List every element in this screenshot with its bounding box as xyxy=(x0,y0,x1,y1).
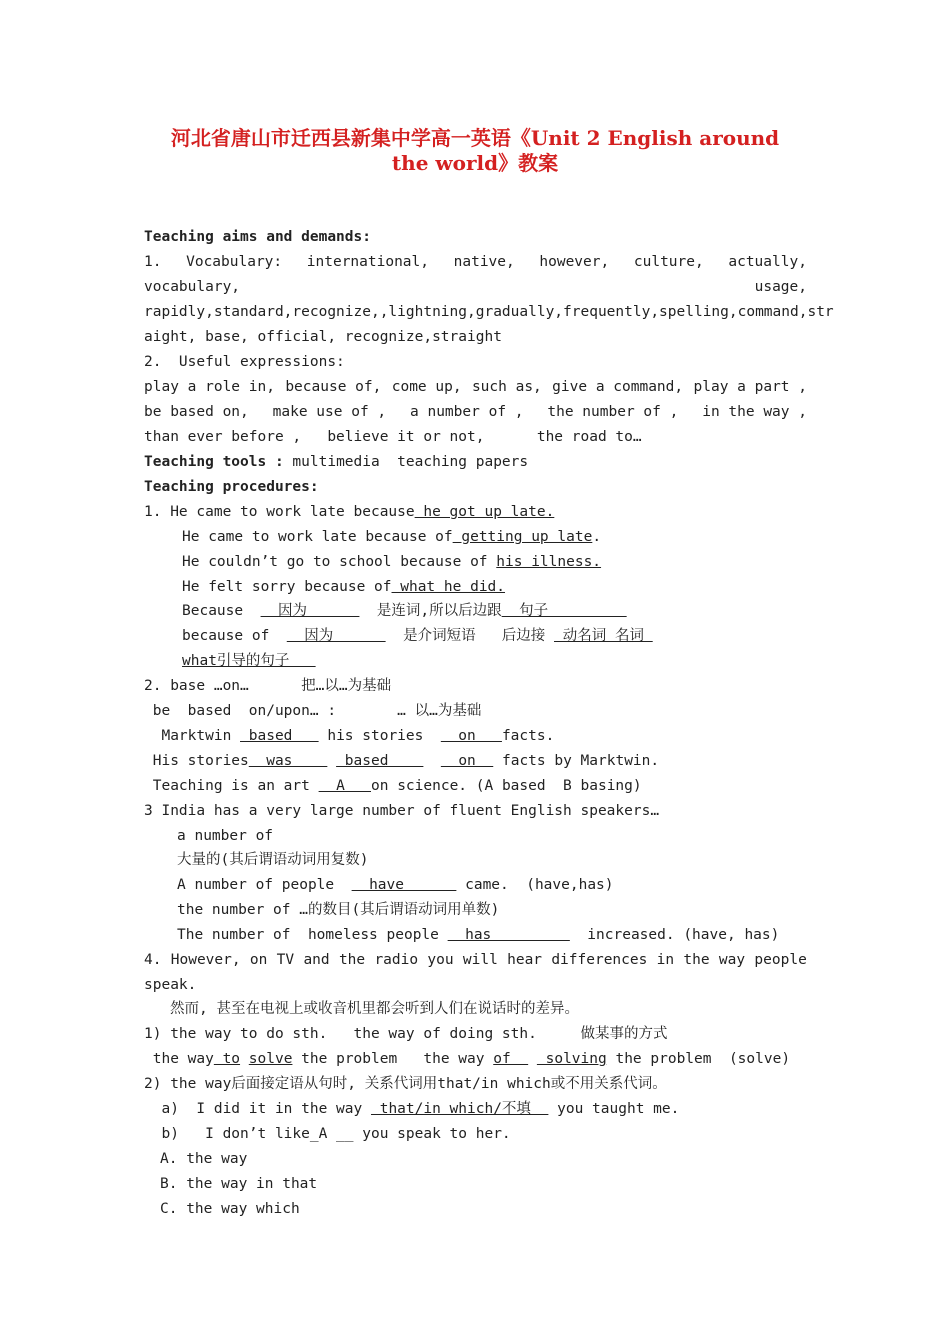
answer: 因为 xyxy=(286,628,386,644)
expression: play a role in, xyxy=(144,379,275,395)
s1-line-3 xyxy=(182,552,845,572)
s3-line-3: 大量的(其后谓语动词用复数) xyxy=(177,852,369,868)
expression: a number of , xyxy=(410,404,524,420)
word: and xyxy=(303,952,330,968)
word: hear xyxy=(507,952,543,968)
s3-line-5: the number of …的数目(其后谓语动词用单数) xyxy=(177,902,500,918)
vocab-row-2 xyxy=(144,277,807,297)
text: Teaching is an art xyxy=(144,778,319,794)
word: the xyxy=(338,952,366,968)
expression: the number of , xyxy=(547,404,679,420)
expression: come up, xyxy=(391,379,462,395)
word: TV xyxy=(276,952,295,968)
option-b: B. the way in that xyxy=(160,1176,318,1192)
text: on science. (A based B basing) xyxy=(371,778,642,794)
option-c: C. the way which xyxy=(160,1201,300,1217)
title-line-1: 河北省唐山市迁西县新集中学高一英语《Unit 2 English around xyxy=(170,126,780,150)
text: The number of homeless people xyxy=(177,927,448,943)
answer: was xyxy=(248,753,328,769)
s1-line-5 xyxy=(182,601,845,621)
text: the problem (solve) xyxy=(606,1051,791,1067)
vocab-row-1 xyxy=(144,252,807,272)
answer: on xyxy=(440,728,502,744)
text xyxy=(528,1051,537,1067)
expression: make use of , xyxy=(272,404,387,420)
vocab-word: international, xyxy=(306,254,429,270)
word: on xyxy=(249,952,268,968)
s2-line-4 xyxy=(144,751,807,771)
s2-line-2: be based on/upon… : … 以…为基础 xyxy=(144,703,482,719)
vocab-row-4: aight, base, official, recognize,straight xyxy=(144,329,502,345)
teaching-tools xyxy=(144,452,807,472)
text: He felt sorry because of xyxy=(182,579,392,595)
text: He couldn’t go to school because of xyxy=(182,554,497,570)
vocab-row-3: rapidly,standard,recognize,,lightning,gradually,frequently,spelling,command,str xyxy=(144,304,834,320)
vocab-word: culture, xyxy=(633,254,704,270)
word: differences xyxy=(551,952,648,968)
answer: that/in which/不填 xyxy=(370,1101,549,1117)
answer: A xyxy=(318,778,371,794)
s2-line-5 xyxy=(144,776,807,796)
s4-line-6: 2) the way后面接定语从句时, 关系代词用that/in which或不用关系代词。 xyxy=(144,1076,667,1092)
text: came. (have,has) xyxy=(456,877,614,893)
s4-line-1 xyxy=(144,950,807,970)
answer: on xyxy=(440,753,494,769)
expressions-row-1 xyxy=(144,377,807,397)
s4-line-2: speak. xyxy=(144,977,197,993)
s1-line-7 xyxy=(182,651,845,671)
text: facts by Marktwin. xyxy=(493,753,660,769)
text: increased. (have, has) xyxy=(569,927,780,943)
word: in xyxy=(656,952,675,968)
answer: 因为 xyxy=(260,603,360,619)
text xyxy=(423,753,440,769)
option-a: A. the way xyxy=(160,1151,248,1167)
s1-line-6 xyxy=(182,626,845,646)
answer: to xyxy=(213,1051,241,1067)
text: a) I did it in the way xyxy=(144,1101,371,1117)
answer: getting up late xyxy=(452,529,593,545)
answer: 动名词 名词 xyxy=(554,628,653,644)
text: Because xyxy=(182,603,261,619)
tools-label: Teaching tools : xyxy=(144,454,284,470)
expression: be based on, xyxy=(144,404,249,420)
answer: what he did. xyxy=(391,579,506,595)
aims-heading: Teaching aims and demands: xyxy=(144,229,371,245)
answer: based xyxy=(240,728,319,744)
vocab-word: usage, xyxy=(754,279,807,295)
answer: solving xyxy=(536,1051,607,1067)
vocab-word: actually, xyxy=(728,254,807,270)
text: 是介词短语 后边接 xyxy=(385,628,554,644)
word: you xyxy=(427,952,454,968)
text: his stories xyxy=(318,728,441,744)
s3-line-2: a number of xyxy=(177,828,274,844)
answer: he got up late. xyxy=(414,504,555,520)
vocab-word: Vocabulary: xyxy=(186,254,283,270)
s2-line-1: 2. base …on… 把…以…为基础 xyxy=(144,678,392,694)
answer: has xyxy=(447,927,570,943)
procedures-heading: Teaching procedures: xyxy=(144,479,319,495)
title-line-2: the world》教案 xyxy=(391,151,559,175)
expressions-label: 2. Useful expressions: xyxy=(144,354,345,370)
answer: what引导的句子 xyxy=(182,653,316,669)
expression: give a command, xyxy=(552,379,684,395)
vocab-word: native, xyxy=(453,254,515,270)
expression: because of, xyxy=(285,379,382,395)
word: the xyxy=(683,952,710,968)
s2-line-3 xyxy=(144,726,807,746)
answer: have xyxy=(351,877,457,893)
s1-line-4 xyxy=(182,577,845,597)
word: However, xyxy=(170,952,241,968)
word: 4. xyxy=(144,952,162,968)
s4-line-8: b) I don’t like_A __ you speak to her. xyxy=(144,1126,511,1142)
vocab-word: however, xyxy=(539,254,610,270)
word: will xyxy=(462,952,498,968)
text: you taught me. xyxy=(548,1101,680,1117)
expressions-row-2 xyxy=(144,402,807,422)
s3-line-6 xyxy=(177,925,840,945)
tools-value: multimedia teaching papers xyxy=(283,454,529,470)
s4-line-5 xyxy=(144,1049,807,1069)
vocab-word: vocabulary, xyxy=(144,279,241,295)
text: A number of people xyxy=(177,877,352,893)
text: facts. xyxy=(501,728,555,744)
s3-line-1: 3 India has a very large number of fluent English speakers… xyxy=(144,803,660,819)
expression: in the way , xyxy=(702,404,807,420)
answer: solve xyxy=(248,1051,293,1067)
text: the way xyxy=(144,1051,214,1067)
word: people xyxy=(754,952,807,968)
expression: play a part , xyxy=(693,379,807,395)
s1-line-1 xyxy=(144,502,807,522)
text: Marktwin xyxy=(144,728,241,744)
s4-line-4: 1) the way to do sth. the way of doing sth. 做某事的方式 xyxy=(144,1026,668,1042)
expressions-row-3: than ever before , believe it or not, the road to… xyxy=(144,429,642,445)
answer: his illness. xyxy=(496,554,602,570)
text xyxy=(240,1051,249,1067)
text: 1. He came to work late because xyxy=(144,504,415,520)
word: radio xyxy=(374,952,419,968)
text: His stories xyxy=(144,753,249,769)
vocab-word: 1. xyxy=(144,254,162,270)
answer: 句子 xyxy=(501,603,627,619)
text xyxy=(327,753,336,769)
answer: based xyxy=(336,753,424,769)
s4-line-3: 然而, 甚至在电视上或收音机里都会听到人们在说话时的差异。 xyxy=(170,1001,579,1017)
s4-line-7 xyxy=(144,1099,807,1119)
s3-line-4 xyxy=(177,875,840,895)
s1-line-2 xyxy=(182,527,845,547)
word: way xyxy=(718,952,746,968)
text: He came to work late because of xyxy=(182,529,453,545)
answer: of xyxy=(493,1051,529,1067)
expression: such as, xyxy=(471,379,542,395)
text: 是连词,所以后边跟 xyxy=(359,603,502,619)
text: . xyxy=(592,529,602,545)
text: because of xyxy=(182,628,287,644)
text: the problem the way xyxy=(292,1051,494,1067)
